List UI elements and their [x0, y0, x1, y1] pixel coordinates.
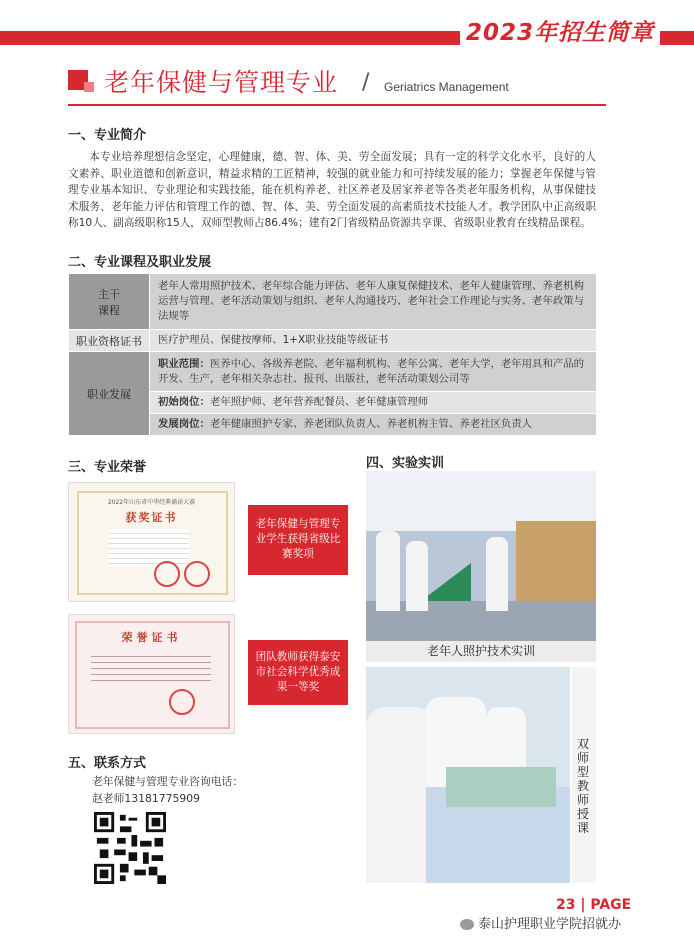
brand-title: 2023年招生简章 — [460, 14, 660, 47]
cert1-top: 2022年山东省中华经典诵读大赛 — [107, 499, 196, 506]
honor-callout-1 — [248, 505, 348, 575]
section-heading-honors: 三、专业荣誉 — [68, 460, 147, 475]
page-number: 23 | PAGE — [556, 897, 632, 913]
honor-certificate-image — [68, 614, 235, 734]
section-heading-courses: 二、专业课程及职业发展 — [68, 255, 212, 270]
cert2-title: 荣誉证书 — [121, 631, 182, 644]
section-heading-contact: 五、联系方式 — [68, 756, 147, 771]
career-label: 职业发展 — [69, 352, 150, 436]
main-course-label: 主干 课程 — [69, 274, 150, 330]
contact-line-1: 老年保健与管理专业咨询电话： — [92, 775, 244, 788]
scope-label: 职业范围： — [158, 357, 210, 370]
qr-code — [94, 812, 166, 884]
page-title: 老年保健与管理专业 — [104, 68, 339, 97]
course-table — [68, 273, 597, 436]
award-certificate-image — [68, 482, 235, 602]
dev-value: 老年健康照护专家、养老团队负责人、养老机构主管、养老社区负责人 — [209, 418, 533, 430]
dev-label: 发展岗位： — [158, 418, 210, 430]
career-dev — [150, 414, 597, 436]
career-initial — [150, 392, 597, 414]
cert1-title: 获奖证书 — [125, 511, 178, 524]
cert-label: 职业资格证书 — [69, 330, 150, 352]
intro-paragraph: 本专业培养理想信念坚定，心理健康，德、智、体、美、劳全面发展；具有一定的科学文化水平，良好的人文素养、职业道德和创新意识，精益求精的工匠精神，较强的就业能力和可持续发展的能力；掌握老年保健与管理专业基本知识、专业理论和实践技能，能在机构养老、社区养老及居家养老等各类老年服务机构，从事保健技术服务、老年能力评估和管理工作的德、智、体、美、劳全面发展的高素质技术技能人才。教学团队中正高级职称10人、副高级职称15人，双师型教师占86.4%；建有2门省级精品资源共享课、省级职业教育在线精品课程。 — [68, 151, 596, 230]
training-photo-1-caption: 老年人照护技术实训 — [366, 641, 596, 662]
vertical-caption: 双师型教师授课 — [576, 737, 589, 835]
callout-2-text: 团队教师获得泰安市社会科学优秀成果一等奖 — [255, 651, 341, 693]
main-course-value: 老年人常用照护技术、老年综合能力评估、老年人康复保健技术、老年人健康管理、养老机构运营与管理、老年活动策划与组织、老年人沟通技巧、老年社会工作理论与实务、老年政策与法规等 — [150, 274, 597, 330]
title-underline — [68, 104, 606, 106]
initial-label: 初始岗位： — [158, 396, 210, 408]
page-title-en: Geriatrics Management — [384, 80, 509, 94]
contact-phone: 赵老师13181775909 — [92, 792, 200, 805]
title-slash: / — [362, 70, 370, 95]
section-heading-intro: 一、专业简介 — [68, 128, 147, 143]
initial-value: 老年照护师、老年营养配餐员、老年健康管理师 — [209, 396, 429, 408]
callout-1-text: 老年保健与管理专业学生获得省级比赛奖项 — [255, 518, 341, 560]
training-photo-2 — [366, 667, 570, 883]
scope-value: 医养中心、各级养老院、老年福利机构、老年公寓、老年大学，老年用具和产品的开发、生产，老年相关杂志社、报刊、出版社，老年活动策划公司等 — [158, 357, 585, 385]
section-heading-lab: 四、实验实训 — [366, 456, 445, 471]
career-scope — [150, 352, 597, 392]
title-small-square-icon — [84, 82, 94, 92]
honor-callout-2 — [248, 640, 348, 705]
cert-value: 医疗护理员、保健按摩师、1+X职业技能等级证书 — [150, 330, 597, 352]
watermark-text: 泰山护理职业学院招就办 — [478, 917, 622, 932]
training-photo-1 — [366, 471, 596, 641]
watermark — [460, 913, 621, 932]
wechat-icon — [460, 919, 474, 930]
